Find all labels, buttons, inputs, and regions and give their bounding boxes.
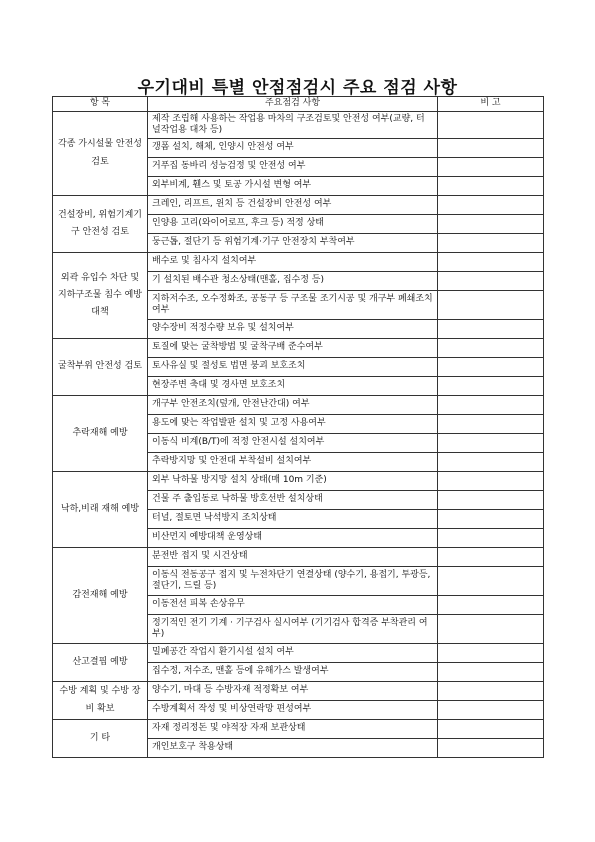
check-item-cell: 제작 조립해 사용하는 작업용 마차의 구조검토및 안전성 여부(교량, 터널작업용 대차 등): [148, 112, 438, 139]
remark-cell[interactable]: [438, 215, 544, 234]
remark-cell[interactable]: [438, 615, 544, 644]
category-cell: 추락재해 예방: [53, 396, 148, 472]
remark-cell[interactable]: [438, 177, 544, 196]
table-row: [53, 548, 544, 567]
check-item-cell: 수방계획서 작성 및 비상연락망 편성여부: [148, 701, 438, 720]
check-item-cell: 지하저수조, 오수정화조, 공동구 등 구조물 조기시공 및 개구부 폐쇄조치 여부: [148, 291, 438, 320]
remark-cell[interactable]: [438, 158, 544, 177]
header-row: [53, 97, 544, 112]
inspection-table: [52, 96, 544, 758]
remark-cell[interactable]: [438, 291, 544, 320]
remark-cell[interactable]: [438, 453, 544, 472]
check-item-cell: 거푸집 동바리 성능검정 및 안전성 여부: [148, 158, 438, 177]
check-item-cell: 현장주변 축대 및 경사면 보호조치: [148, 377, 438, 396]
remark-cell[interactable]: [438, 253, 544, 272]
remark-cell[interactable]: [438, 112, 544, 139]
check-item-cell: 인양용 고리(와이어로프, 후크 등) 적정 상태: [148, 215, 438, 234]
category-cell: 굴착부위 안전성 검토: [53, 339, 148, 396]
header-remark: 비 고: [438, 97, 544, 112]
category-cell: 각종 가시설물 안전성 검토: [53, 112, 148, 196]
check-item-cell: 이동식 전동공구 접지 및 누전차단기 연결상태 (양수기, 용접기, 투광등, 절단기, 드릴 등): [148, 567, 438, 596]
check-item-cell: 개인보호구 착용상태: [148, 739, 438, 758]
table-row: [53, 253, 544, 272]
check-item-cell: 정기적인 전기 기계 · 기구검사 실시여부 (기기검사 합격증 부착관리 여부): [148, 615, 438, 644]
category-cell: 기 타: [53, 720, 148, 758]
remark-cell[interactable]: [438, 548, 544, 567]
table-body: [53, 112, 544, 758]
check-item-cell: 이동전선 피복 손상유무: [148, 596, 438, 615]
check-item-cell: 토사유실 및 절성토 법면 붕괴 보호조치: [148, 358, 438, 377]
table-row: [53, 112, 544, 139]
remark-cell[interactable]: [438, 663, 544, 682]
table-row: [53, 720, 544, 739]
remark-cell[interactable]: [438, 701, 544, 720]
check-item-cell: 비산먼지 예방대책 운영상태: [148, 529, 438, 548]
check-item-cell: 크레인, 리프트, 윈치 등 건설장비 안전성 여부: [148, 196, 438, 215]
category-cell: 수방 계획 및 수방 장비 확보: [53, 682, 148, 720]
remark-cell[interactable]: [438, 529, 544, 548]
category-cell: 감전재해 예방: [53, 548, 148, 644]
remark-cell[interactable]: [438, 358, 544, 377]
remark-cell[interactable]: [438, 396, 544, 415]
remark-cell[interactable]: [438, 377, 544, 396]
remark-cell[interactable]: [438, 720, 544, 739]
table-row: [53, 339, 544, 358]
check-item-cell: 외부비계, 휀스 및 토공 가시설 변형 여부: [148, 177, 438, 196]
remark-cell[interactable]: [438, 415, 544, 434]
table-row: [53, 472, 544, 491]
check-item-cell: 추락방지망 및 안전대 부착설비 설치여부: [148, 453, 438, 472]
check-item-cell: 이동식 비계(B/T)에 적정 안전시설 설치여부: [148, 434, 438, 453]
remark-cell[interactable]: [438, 567, 544, 596]
remark-cell[interactable]: [438, 196, 544, 215]
check-item-cell: 용도에 맞는 작업발판 설치 및 고정 사용여부: [148, 415, 438, 434]
remark-cell[interactable]: [438, 682, 544, 701]
check-item-cell: 양수장비 적정수량 보유 및 설치여부: [148, 320, 438, 339]
remark-cell[interactable]: [438, 339, 544, 358]
check-item-cell: 외부 낙하물 방지망 설치 상태(매 10m 기준): [148, 472, 438, 491]
check-item-cell: 양수기, 마대 등 수방자재 적정확보 여부: [148, 682, 438, 701]
check-item-cell: 밀폐공간 작업시 환기시설 설치 여부: [148, 644, 438, 663]
check-item-cell: 둥근톱, 절단기 등 위험기계·기구 안전장치 부착여부: [148, 234, 438, 253]
check-item-cell: 갱폼 설치, 해체, 인양시 안전성 여부: [148, 139, 438, 158]
remark-cell[interactable]: [438, 472, 544, 491]
check-item-cell: 분전반 접지 및 시건상태: [148, 548, 438, 567]
table-row: [53, 682, 544, 701]
table-row: [53, 196, 544, 215]
check-item-cell: 집수정, 저수조, 맨홀 등에 유해가스 발생여부: [148, 663, 438, 682]
check-item-cell: 토질에 맞는 굴착방법 및 굴착구배 준수여부: [148, 339, 438, 358]
check-item-cell: 개구부 안전조치(덮개, 안전난간대) 여부: [148, 396, 438, 415]
header-item: 주요점검 사항: [148, 97, 438, 112]
remark-cell[interactable]: [438, 139, 544, 158]
category-cell: 외곽 유입수 차단 및 지하구조물 침수 예방대책: [53, 253, 148, 339]
remark-cell[interactable]: [438, 510, 544, 529]
remark-cell[interactable]: [438, 320, 544, 339]
table-row: [53, 396, 544, 415]
remark-cell[interactable]: [438, 739, 544, 758]
page-title: 우기대비 특별 안점점검시 주요 점검 사항: [137, 78, 458, 98]
remark-cell[interactable]: [438, 234, 544, 253]
check-item-cell: 터널, 절토면 낙석방지 조치상태: [148, 510, 438, 529]
check-item-cell: 자재 정리정돈 및 야적장 자재 보관상태: [148, 720, 438, 739]
remark-cell[interactable]: [438, 272, 544, 291]
check-item-cell: 기 설치된 배수관 청소상태(맨홀, 집수정 등): [148, 272, 438, 291]
check-item-cell: 건물 주 출입동로 낙하물 방호선반 설치상태: [148, 491, 438, 510]
category-cell: 산고결핍 예방: [53, 644, 148, 682]
category-cell: 건설장비, 위험기계기구 안전성 검토: [53, 196, 148, 253]
remark-cell[interactable]: [438, 644, 544, 663]
check-item-cell: 배수로 및 침사지 설치여부: [148, 253, 438, 272]
header-category: 항 목: [53, 97, 148, 112]
table-row: [53, 644, 544, 663]
category-cell: 낙하,비래 재해 예방: [53, 472, 148, 548]
remark-cell[interactable]: [438, 491, 544, 510]
remark-cell[interactable]: [438, 596, 544, 615]
remark-cell[interactable]: [438, 434, 544, 453]
